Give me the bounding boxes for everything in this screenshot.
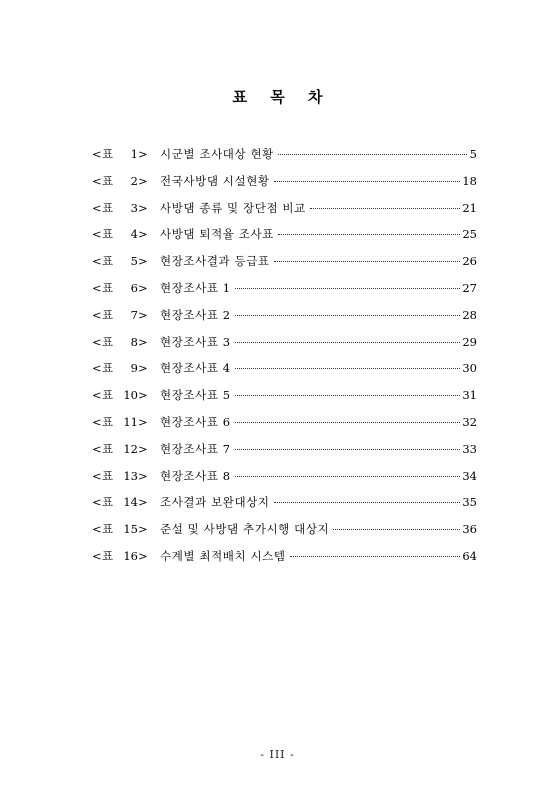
entry-prefix: 표 — [102, 254, 114, 269]
entry-open-bracket: < — [92, 227, 102, 242]
toc-entry[interactable] — [92, 280, 477, 307]
entry-open-bracket: < — [92, 388, 102, 403]
entry-open-bracket: < — [92, 334, 102, 349]
toc-entry[interactable] — [92, 173, 477, 200]
entry-prefix: 표 — [102, 334, 114, 349]
entry-title: 수계별 최적배치 시스템 — [160, 548, 286, 563]
toc-entry[interactable] — [92, 334, 477, 361]
entry-number: 11 — [123, 414, 138, 429]
entry-close-bracket: > — [138, 361, 148, 376]
entry-open-bracket: < — [92, 441, 102, 456]
entry-open-bracket: < — [92, 173, 102, 188]
table-of-tables-list — [92, 146, 477, 575]
entry-title: 현장조사표 4 — [160, 361, 231, 376]
entry-title: 현장조사표 8 — [160, 468, 231, 483]
entry-page-number: 35 — [462, 495, 477, 510]
dot-leader — [235, 476, 461, 477]
toc-entry[interactable] — [92, 521, 477, 548]
entry-open-bracket: < — [92, 147, 102, 161]
entry-close-bracket: > — [138, 334, 148, 349]
entry-page-number: 33 — [462, 441, 477, 456]
entry-number: 12 — [123, 441, 138, 456]
entry-open-bracket: < — [92, 522, 102, 537]
entry-number: 5 — [130, 254, 138, 269]
dot-leader — [235, 342, 461, 343]
dot-leader — [278, 154, 467, 155]
entry-close-bracket: > — [138, 522, 148, 537]
entry-number: 15 — [123, 522, 138, 537]
entry-page-number: 18 — [462, 173, 477, 188]
entry-open-bracket: < — [92, 254, 102, 269]
entry-close-bracket: > — [138, 495, 148, 510]
toc-entry[interactable] — [92, 387, 477, 414]
dot-leader — [290, 556, 461, 557]
entry-close-bracket: > — [138, 414, 148, 429]
entry-open-bracket: < — [92, 548, 102, 563]
entry-title: 현장조사결과 등급표 — [160, 254, 270, 269]
page-number-footer: - III - — [260, 748, 295, 761]
entry-page-number: 29 — [462, 334, 477, 349]
entry-open-bracket: < — [92, 495, 102, 510]
toc-entry[interactable] — [92, 146, 477, 173]
entry-number: 6 — [130, 280, 138, 295]
entry-title: 전국사방댐 시설현황 — [160, 173, 270, 188]
entry-number: 7 — [130, 307, 138, 322]
entry-close-bracket: > — [138, 280, 148, 295]
entry-title: 시군별 조사대상 현황 — [160, 147, 274, 161]
entry-title: 현장조사표 5 — [160, 388, 231, 403]
entry-page-number: 32 — [462, 414, 477, 429]
entry-prefix: 표 — [102, 307, 114, 322]
entry-prefix: 표 — [102, 361, 114, 376]
entry-title: 현장조사표 2 — [160, 307, 231, 322]
entry-title: 사방댐 퇴적율 조사표 — [160, 227, 274, 242]
entry-open-bracket: < — [92, 414, 102, 429]
entry-prefix: 표 — [102, 441, 114, 456]
entry-prefix: 표 — [102, 280, 114, 295]
toc-entry[interactable] — [92, 253, 477, 280]
entry-open-bracket: < — [92, 307, 102, 322]
entry-number: 3 — [130, 200, 138, 215]
entry-number: 4 — [130, 227, 138, 242]
entry-prefix: 표 — [102, 147, 114, 161]
dot-leader — [310, 208, 461, 209]
entry-page-number: 36 — [462, 522, 477, 537]
entry-number: 2 — [130, 173, 138, 188]
entry-title: 현장조사표 3 — [160, 334, 231, 349]
entry-open-bracket: < — [92, 280, 102, 295]
entry-close-bracket: > — [138, 147, 148, 161]
entry-prefix: 표 — [102, 227, 114, 242]
toc-entry[interactable] — [92, 226, 477, 253]
entry-prefix: 표 — [102, 548, 114, 563]
entry-close-bracket: > — [138, 200, 148, 215]
entry-page-number: 5 — [469, 147, 477, 161]
dot-leader — [235, 368, 461, 369]
entry-page-number: 34 — [462, 468, 477, 483]
dot-leader — [235, 288, 461, 289]
dot-leader — [278, 234, 460, 235]
entry-page-number: 26 — [462, 254, 477, 269]
entry-page-number: 64 — [462, 548, 477, 563]
toc-entry[interactable] — [92, 200, 477, 227]
entry-prefix: 표 — [102, 200, 114, 215]
dot-leader — [235, 449, 461, 450]
entry-title: 사방댐 종류 및 장단점 비교 — [160, 200, 306, 215]
entry-title: 현장조사표 6 — [160, 414, 231, 429]
entry-prefix: 표 — [102, 414, 114, 429]
toc-entry[interactable] — [92, 548, 477, 575]
entry-page-number: 27 — [462, 280, 477, 295]
entry-number: 13 — [123, 468, 138, 483]
toc-entry[interactable] — [92, 360, 477, 387]
entry-title: 현장조사표 7 — [160, 441, 231, 456]
dot-leader — [274, 181, 461, 182]
entry-close-bracket: > — [138, 441, 148, 456]
entry-close-bracket: > — [138, 227, 148, 242]
toc-entry[interactable] — [92, 441, 477, 468]
entry-open-bracket: < — [92, 468, 102, 483]
entry-prefix: 표 — [102, 522, 114, 537]
entry-close-bracket: > — [138, 254, 148, 269]
dot-leader — [235, 422, 461, 423]
toc-entry[interactable] — [92, 414, 477, 441]
entry-prefix: 표 — [102, 388, 114, 403]
dot-leader — [274, 502, 461, 503]
page-title: 표 목 차 — [232, 88, 332, 106]
entry-title: 현장조사표 1 — [160, 280, 231, 295]
entry-number: 8 — [130, 334, 138, 349]
dot-leader — [274, 261, 461, 262]
toc-entry[interactable] — [92, 494, 477, 521]
entry-number: 16 — [123, 548, 138, 563]
toc-entry[interactable] — [92, 468, 477, 495]
entry-prefix: 표 — [102, 468, 114, 483]
entry-number: 10 — [123, 388, 138, 403]
entry-page-number: 21 — [462, 200, 477, 215]
dot-leader — [333, 529, 460, 530]
entry-page-number: 28 — [462, 307, 477, 322]
entry-close-bracket: > — [138, 388, 148, 403]
entry-open-bracket: < — [92, 200, 102, 215]
entry-number: 1 — [130, 147, 138, 161]
toc-entry[interactable] — [92, 307, 477, 334]
entry-close-bracket: > — [138, 468, 148, 483]
entry-prefix: 표 — [102, 495, 114, 510]
entry-open-bracket: < — [92, 361, 102, 376]
entry-close-bracket: > — [138, 307, 148, 322]
entry-title: 조사결과 보완대상지 — [160, 495, 270, 510]
entry-prefix: 표 — [102, 173, 114, 188]
entry-close-bracket: > — [138, 173, 148, 188]
entry-title: 준설 및 사방댐 추가시행 대상지 — [160, 522, 330, 537]
entry-number: 9 — [130, 361, 138, 376]
entry-close-bracket: > — [138, 548, 148, 563]
dot-leader — [235, 395, 461, 396]
entry-page-number: 31 — [462, 388, 477, 403]
entry-page-number: 25 — [462, 227, 477, 242]
dot-leader — [235, 315, 461, 316]
entry-page-number: 30 — [462, 361, 477, 376]
entry-number: 14 — [123, 495, 138, 510]
